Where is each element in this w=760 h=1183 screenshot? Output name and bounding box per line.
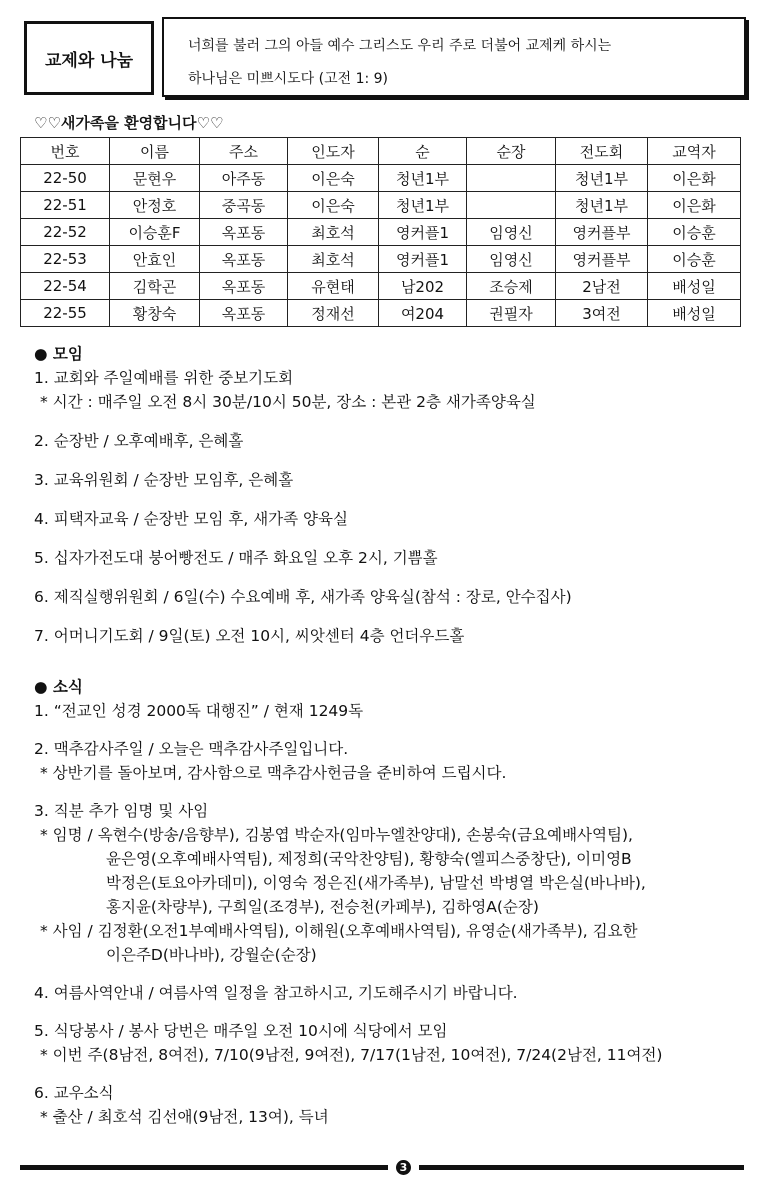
news-item-5: 5. 식당봉사 / 봉사 당번은 매주일 오전 10시에 식당에서 모임 xyxy=(34,1022,448,1040)
page-number: 3 xyxy=(396,1160,411,1175)
table-cell: 22-53 xyxy=(21,246,110,273)
table-cell: 남202 xyxy=(379,273,467,300)
table-cell: 영커플1 xyxy=(379,246,467,273)
col-header: 번호 xyxy=(21,138,110,165)
table-cell xyxy=(467,165,556,192)
table-cell: 정재선 xyxy=(288,300,379,327)
news-item-5-detail: * 이번 주(8남전, 8여전), 7/10(9남전, 9여전), 7/17(1남전, 10여전), 7/24(2남전, 11여전) xyxy=(40,1046,663,1064)
table-cell: 아주동 xyxy=(200,165,288,192)
table-row xyxy=(21,219,741,246)
meeting-item-7: 7. 어머니기도회 / 9일(토) 오전 10시, 씨앗센터 4층 언더우드홀 xyxy=(34,627,465,645)
table-cell: 청년1부 xyxy=(556,192,648,219)
table-cell: 22-51 xyxy=(21,192,110,219)
table-cell: 이은숙 xyxy=(288,165,379,192)
news-item-6: 6. 교우소식 xyxy=(34,1084,114,1102)
table-cell: 권필자 xyxy=(467,300,556,327)
news-section xyxy=(34,675,746,1129)
section-title-box xyxy=(24,21,154,95)
welcome-title: ♡♡새가족을 환영합니다♡♡ xyxy=(34,114,224,132)
appointment-line: 홍지윤(차량부), 구희일(조경부), 전승천(카페부), 김하영A(순장) xyxy=(106,898,539,916)
meetings-section xyxy=(34,342,746,648)
table-cell: 중곡동 xyxy=(200,192,288,219)
table-row xyxy=(21,273,741,300)
table-cell: 옥포동 xyxy=(200,219,288,246)
col-header: 인도자 xyxy=(288,138,379,165)
footer-rule-right xyxy=(419,1165,744,1170)
table-cell: 22-54 xyxy=(21,273,110,300)
meeting-item-4: 4. 피택자교육 / 순장반 모임 후, 새가족 양육실 xyxy=(34,510,348,528)
table-row xyxy=(21,300,741,327)
verse-box xyxy=(162,17,746,97)
table-cell: 유현태 xyxy=(288,273,379,300)
table-cell: 3여전 xyxy=(556,300,648,327)
meetings-title: ● 모임 xyxy=(34,345,83,363)
table-cell: 배성일 xyxy=(648,273,741,300)
meeting-item-5: 5. 십자가전도대 붕어빵전도 / 매주 화요일 오후 2시, 기쁨홀 xyxy=(34,549,438,567)
news-item-1: 1. “전교인 성경 2000독 대행진” / 현재 1249독 xyxy=(34,702,364,720)
table-cell: 청년1부 xyxy=(379,192,467,219)
table-header-row xyxy=(21,138,741,165)
table-cell: 임영신 xyxy=(467,246,556,273)
table-cell: 여204 xyxy=(379,300,467,327)
table-cell: 영커플1 xyxy=(379,219,467,246)
col-header: 순 xyxy=(379,138,467,165)
table-cell: 이승훈 xyxy=(648,246,741,273)
table-cell: 김학곤 xyxy=(110,273,200,300)
table-cell xyxy=(467,192,556,219)
section-title: 교제와 나눔 xyxy=(44,50,134,71)
table-cell: 문현우 xyxy=(110,165,200,192)
table-cell: 22-50 xyxy=(21,165,110,192)
table-cell: 이승훈F xyxy=(110,219,200,246)
appointment-line: 박정은(토요아카데미), 이영숙 정은진(새가족부), 남말선 박병열 박은실(바나바), xyxy=(106,874,646,892)
table-cell: 이은숙 xyxy=(288,192,379,219)
meeting-item-3: 3. 교육위원회 / 순장반 모임후, 은혜홀 xyxy=(34,471,294,489)
table-cell: 임영신 xyxy=(467,219,556,246)
col-header: 순장 xyxy=(467,138,556,165)
footer-rule-left xyxy=(20,1165,388,1170)
table-row xyxy=(21,192,741,219)
table-cell: 황창숙 xyxy=(110,300,200,327)
table-cell: 조승제 xyxy=(467,273,556,300)
news-item-2: 2. 맥추감사주일 / 오늘은 맥추감사주일입니다. xyxy=(34,740,349,758)
table-cell: 2남전 xyxy=(556,273,648,300)
table-cell: 22-52 xyxy=(21,219,110,246)
col-header: 교역자 xyxy=(648,138,741,165)
news-item-2-detail: * 상반기를 돌아보며, 감사함으로 맥추감사헌금을 준비하여 드립시다. xyxy=(40,764,507,782)
table-cell: 청년1부 xyxy=(556,165,648,192)
table-row xyxy=(21,165,741,192)
news-item-6-detail: * 출산 / 최호석 김선애(9남전, 13여), 득녀 xyxy=(40,1108,329,1126)
news-title: ● 소식 xyxy=(34,678,83,696)
table-cell: 이승훈 xyxy=(648,219,741,246)
meeting-item-6: 6. 제직실행위원회 / 6일(수) 수요예배 후, 새가족 양육실(참석 : 장로, 안수집사) xyxy=(34,588,572,606)
new-family-table xyxy=(20,137,741,327)
col-header: 주소 xyxy=(200,138,288,165)
meeting-item-2: 2. 순장반 / 오후예배후, 은혜홀 xyxy=(34,432,244,450)
table-cell: 옥포동 xyxy=(200,246,288,273)
table-cell: 영커플부 xyxy=(556,246,648,273)
table-cell: 배성일 xyxy=(648,300,741,327)
meeting-item-1-detail: * 시간 : 매주일 오전 8시 30분/10시 50분, 장소 : 본관 2층 새가족양육실 xyxy=(40,393,536,411)
appointment-line: 윤은영(오후예배사역팀), 제정희(국악찬양팀), 황향숙(엘피스중창단), 이미영B xyxy=(106,850,632,868)
table-cell: 옥포동 xyxy=(200,300,288,327)
appointment-line: * 임명 / 옥현수(방송/음향부), 김봉엽 박순자(임마누엘찬양대), 손봉숙(금요예배사역팀), xyxy=(40,826,633,844)
meeting-item-1: 1. 교회와 주일예배를 위한 중보기도회 xyxy=(34,369,294,387)
resignation-line: 이은주D(바나바), 강월순(순장) xyxy=(106,946,317,964)
table-cell: 청년1부 xyxy=(379,165,467,192)
resignation-line: * 사임 / 김정환(오전1부예배사역팀), 이해원(오후예배사역팀), 유영순(새가족부), 김요한 xyxy=(40,922,638,940)
page-footer xyxy=(20,1162,744,1174)
table-cell: 안정호 xyxy=(110,192,200,219)
table-cell: 안효인 xyxy=(110,246,200,273)
news-item-3: 3. 직분 추가 임명 및 사임 xyxy=(34,802,209,820)
table-row xyxy=(21,246,741,273)
table-cell: 최호석 xyxy=(288,246,379,273)
table-cell: 22-55 xyxy=(21,300,110,327)
table-cell: 영커플부 xyxy=(556,219,648,246)
col-header: 전도회 xyxy=(556,138,648,165)
col-header: 이름 xyxy=(110,138,200,165)
news-item-4: 4. 여름사역안내 / 여름사역 일정을 참고하시고, 기도해주시기 바랍니다. xyxy=(34,984,518,1002)
table-cell: 이은화 xyxy=(648,165,741,192)
verse-line-1: 너희를 불러 그의 아들 예수 그리스도 우리 주로 더불어 교제케 하시는 xyxy=(188,38,612,54)
table-cell: 옥포동 xyxy=(200,273,288,300)
table-cell: 이은화 xyxy=(648,192,741,219)
table-cell: 최호석 xyxy=(288,219,379,246)
verse-line-2: 하나님은 미쁘시도다 (고전 1: 9) xyxy=(188,71,389,87)
